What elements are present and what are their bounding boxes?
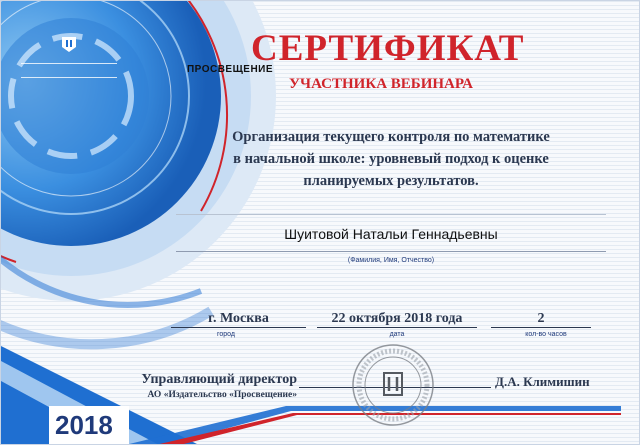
date-label: дата: [389, 331, 405, 338]
seal-stamp-icon: [351, 343, 435, 427]
topic-line: планируемых результатов.: [303, 173, 479, 189]
logo-mark-icon: [61, 35, 77, 53]
webinar-topic: [191, 126, 591, 192]
topic-line: Организация текущего контроля по математике: [232, 129, 550, 145]
logo-name: ПРОСВЕЩЕНИЕ: [186, 64, 274, 75]
year-badge: 2018: [55, 410, 113, 440]
signer-name: Д.А. Климишин: [495, 374, 590, 389]
hours-value: 2: [537, 311, 545, 326]
signatory-position: Управляющий директор: [141, 372, 297, 387]
recipient-underline: [176, 251, 606, 252]
divider: [176, 214, 606, 215]
city-label: город: [216, 331, 235, 338]
certificate-subtitle: УЧАСТНИКА ВЕБИНАРА: [289, 76, 473, 92]
date-value: 22 октября 2018 года: [331, 311, 463, 326]
topic-line: в начальной школе: уровневый подход к оценке: [233, 151, 549, 167]
date-underline: [317, 327, 477, 328]
recipient-hint: (Фамилия, Имя, Отчество): [347, 257, 435, 264]
logo: [15, 35, 274, 78]
city-underline: [171, 327, 306, 328]
signatory-title: [111, 372, 297, 400]
logo-line-bottom: [21, 77, 117, 78]
hours-label: кол-во часов: [525, 331, 567, 338]
certificate-title: СЕРТИФИКАТ: [251, 28, 525, 69]
signatory-organization: АО «Издательство «Просвещение»: [147, 390, 297, 400]
recipient-name: Шуитовой Натальи Геннадьевны: [284, 226, 498, 242]
hours-underline: [491, 327, 591, 328]
city-value: г. Москва: [208, 311, 269, 326]
